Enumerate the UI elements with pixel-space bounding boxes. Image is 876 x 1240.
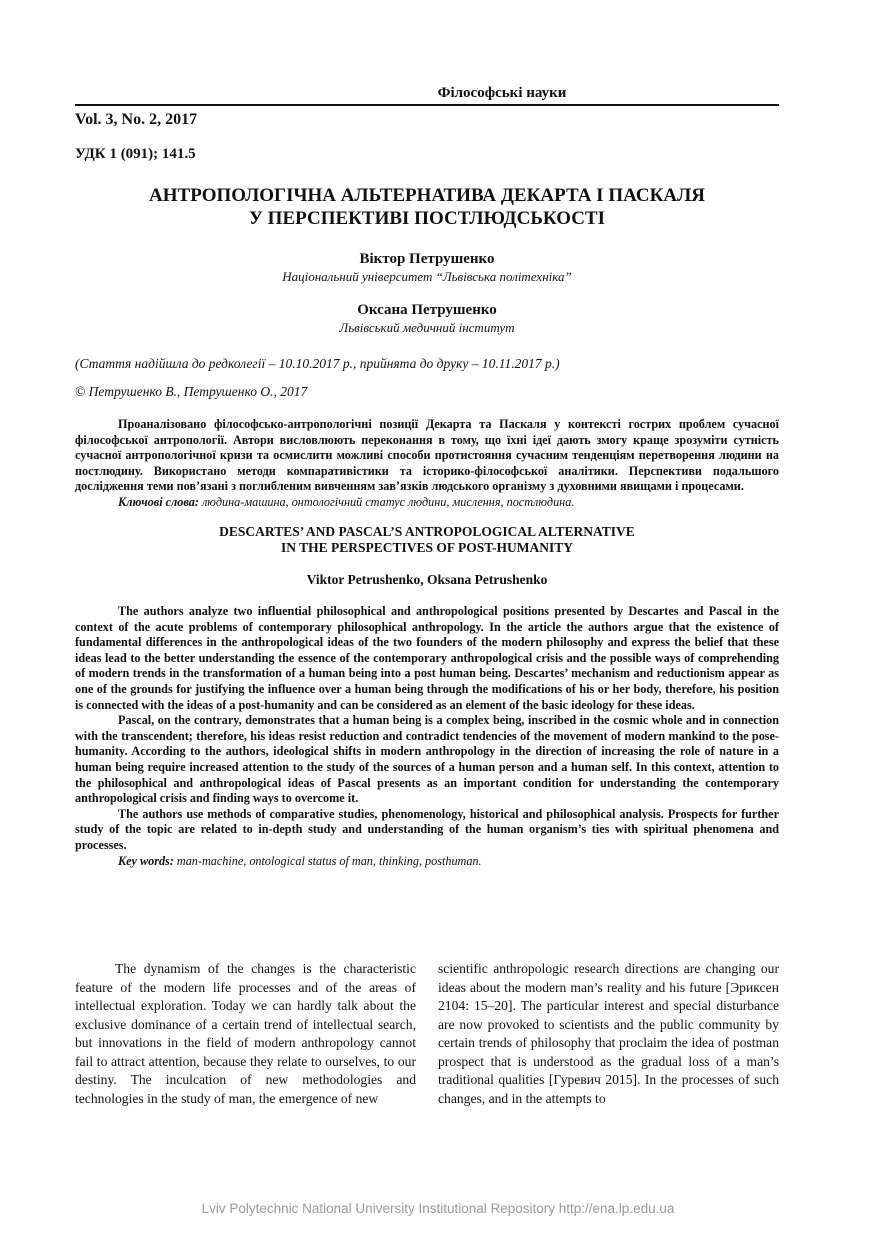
keywords-en-text: man-machine, ontological status of man, thinking, posthuman. (173, 853, 482, 868)
affiliation-2: Львівський медичний інститут (339, 320, 515, 335)
author-2: Оксана Петрушенко (357, 302, 497, 318)
repository-footer: Lviv Polytechnic National University Institutional Repository http://ena.lp.edu.ua (201, 1201, 675, 1216)
body-column-right (438, 960, 779, 1108)
body-column-left (75, 960, 416, 1108)
article-title-ua (75, 184, 779, 230)
article-title-en (75, 524, 779, 556)
authors-en: Viktor Petrushenko, Oksana Petrushenko (306, 572, 548, 587)
submission-dates: (Стаття надійшла до редколегії – 10.10.2017 р., прийнята до друку – 10.11.2017 р.) (75, 356, 560, 371)
title-ua-line2: У ПЕРСПЕКТИВІ ПОСТЛЮДСЬКОСТІ (248, 208, 606, 229)
affiliation-1: Національний університет “Львівська політехніка” (282, 269, 572, 284)
udk-code: УДК 1 (091); 141.5 (75, 146, 196, 162)
body-columns (75, 960, 779, 1108)
header-rule (75, 104, 779, 106)
copyright-line: © Петрушенко В., Петрушенко О., 2017 (75, 384, 308, 399)
title-en-line1: DESCARTES’ AND PASCAL’S ANTROPOLOGICAL ALTERNATIVE (219, 524, 635, 539)
volume-info: Vol. 3, No. 2, 2017 (75, 111, 198, 128)
abstract-ua: Проаналізовано філософсько-антропологічні позиції Декарта та Паскаля у контексті гострих проблем сучасної філософської антропології. Автори висловлюють переконання в тому, що їхні ідеї дають змогу краще зрозуміти сутність сучасної антропологічної кризи та осмислити можливі способи протистояння сучасним тенденціям перетворення людини на постлюдину. Використано методи компаративістики та історико-філософської аналітики. Перспективи подальшого дослідження теми пов’язані з поглибленим вивченням зав’язків людського організму з духовними явищами і процесами. (75, 417, 779, 493)
abstract-en-p1: The authors analyze two influential philosophical and anthropological positions presented by Descartes and Pascal in the context of the acute problems of contemporary philosophical anthropology. In the article the authors argue that the existence of fundamental differences in the anthropological ideas of the two founders of the modern philosophy and express the belief that these ideas lead to the better understanding the essence of the contemporary anthropological crisis and the possible ways of comprehending of modern trends in the transformation of a human being into a post human being. Descartes’ mechanism and reductionism appear as one of the grounds for justifying the influence over a human being through the modifications of his or her body, therefore, his position is connected with the ideas of a post-humanity and can be considered as an element of the basic ideology for these ideas. (75, 604, 779, 712)
keywords-ua (75, 495, 779, 511)
journal-section-title: Філософські науки (437, 85, 567, 101)
abstract-en-p2: Pascal, on the contrary, demonstrates that a human being is a complex being, inscribed in the cosmic whole and in connection with the transcendent; therefore, his ideas resist reduction and contradict tendencies of the movement of modern mankind to the pose-humanity. According to the authors, ideological shifts in modern anthropology in the direction of increasing the role of nature in a human being require increased attention to the study of the sources of a human person and a human self. In this context, attention to the philosophical and anthropological ideas of Pascal presents as an important condition for understanding the contemporary anthropological crisis and finding ways to overcome it. (75, 713, 779, 806)
keywords-en (75, 854, 779, 870)
title-ua-line1: АНТРОПОЛОГІЧНА АЛЬТЕРНАТИВА ДЕКАРТА І ПАСКАЛЯ (149, 185, 705, 206)
body-paragraph-left: The dynamism of the changes is the characteristic feature of the modern life processes and of the areas of intellectual exploration. Today we can hardly talk about the exclusive dominance of a certain trend of intellectual search, but innovations in the field of modern anthropology cannot fail to attract attention, because they relate to ourselves, to our destiny. The inculcation of new methodologies and technologies in the study of man, the emergence of new (75, 961, 416, 1106)
page-content (75, 84, 779, 869)
author-1: Віктор Петрушенко (359, 251, 495, 267)
keywords-ua-text: людина-машина, онтологічний статус людини, мислення, постлюдина. (198, 494, 575, 509)
keywords-en-label: Key words: (118, 853, 174, 868)
body-paragraph-right: scientific anthropologic research directions are changing our ideas about the modern man’s reality and his future [Эриксен 2104: 15–20]. The particular interest and special disturbance are now provoked to scientists and the public community by certain trends of philosophy that proclaim the idea of postman prospect that is understood as the gradual loss of a man’s traditional qualities [Гуревич 2015]. In the processes of such changes, and in the attempts to (438, 961, 779, 1106)
keywords-ua-label: Ключові слова: (118, 494, 199, 509)
abstract-en-p3: The authors use methods of comparative studies, phenomenology, historical and philosophical analysis. Prospects for further study of the topic are related to in-depth study and understanding of the human organism’s ties with spiritual phenomena and processes. (75, 806, 779, 852)
title-en-line2: IN THE PERSPECTIVES OF POST-HUMANITY (280, 540, 574, 555)
